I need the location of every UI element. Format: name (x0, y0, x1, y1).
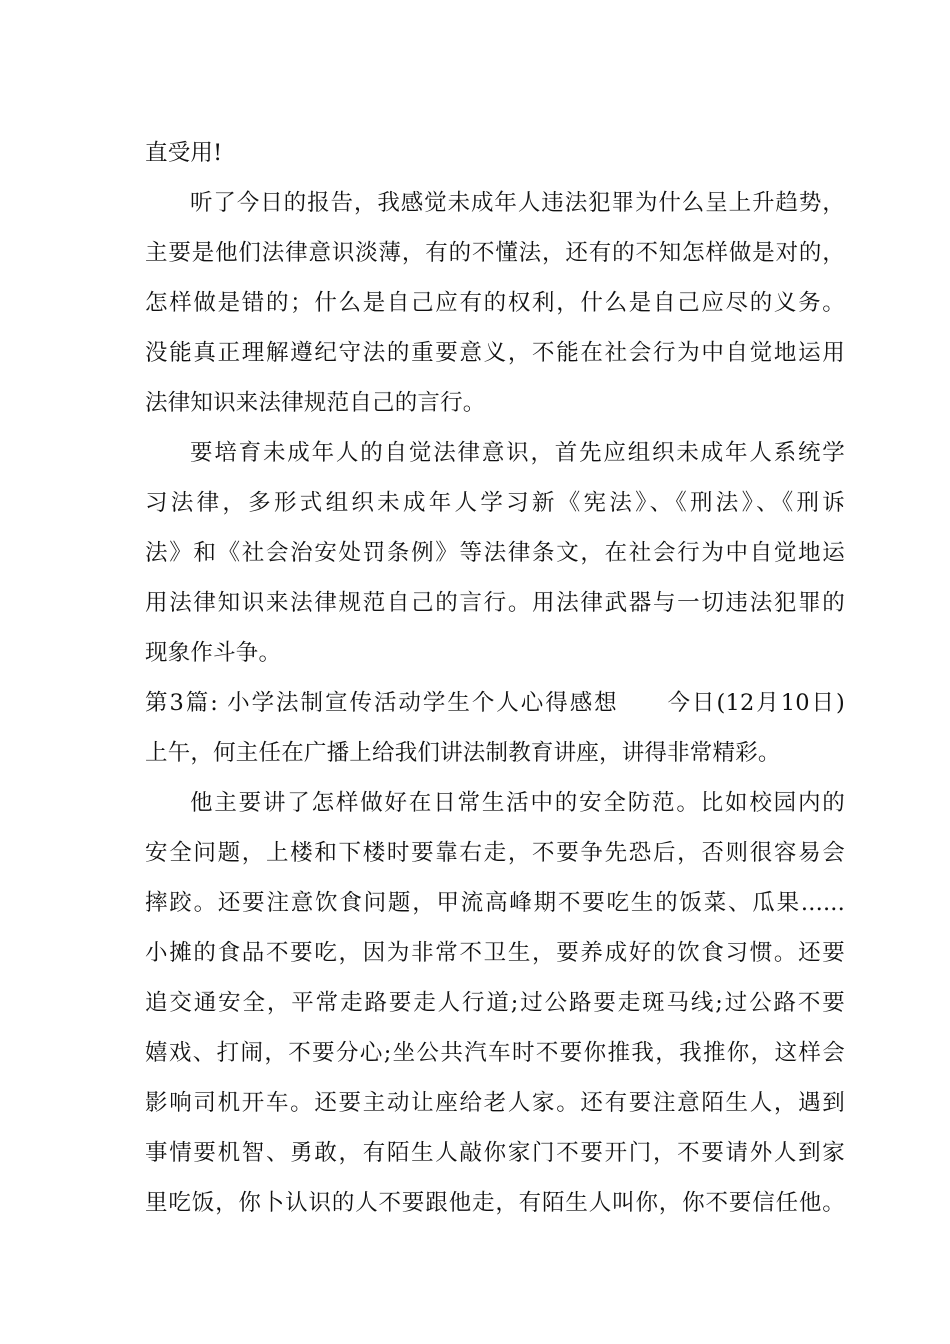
text-line: 追交通安全，平常走路要走人行道;过公路要走斑马线;过公路不要 (145, 990, 845, 1016)
text-line: 现象作斗争。 (145, 640, 282, 666)
paragraph-first-line: 他主要讲了怎样做好在日常生活中的安全防范。比如校园内的 (190, 790, 845, 816)
text-line: 安全问题，上楼和下楼时要靠右走，不要争先恐后，否则很容易会 (145, 840, 845, 866)
text-line: 直受用! (145, 140, 223, 166)
paragraph-first-line: 要培育未成年人的自觉法律意识，首先应组织未成年人系统学 (190, 440, 845, 466)
text-line: 法》和《社会治安处罚条例》等法律条文，在社会行为中自觉地运 (145, 540, 845, 566)
text-line: 怎样做是错的；什么是自己应有的权利，什么是自己应尽的义务。 (145, 290, 845, 316)
text-line: 主要是他们法律意识淡薄，有的不懂法，还有的不知怎样做是对的， (145, 240, 845, 266)
text-line: 上午，何主任在广播上给我们讲法制教育讲座，讲得非常精彩。 (145, 740, 781, 766)
text-line: 小摊的食品不要吃，因为非常不卫生，要养成好的饮食习惯。还要 (145, 940, 845, 966)
text-line: 摔跤。还要注意饮食问题，甲流高峰期不要吃生的饭菜、瓜果...... (145, 890, 845, 916)
section-heading-line: 第3篇: 小学法制宣传活动学生个人心得感想 今日(12月10日) (145, 690, 845, 716)
text-line: 影响司机开车。还要主动让座给老人家。还有要注意陌生人，遇到 (145, 1090, 845, 1116)
text-line: 没能真正理解遵纪守法的重要意义，不能在社会行为中自觉地运用 (145, 340, 845, 366)
text-line: 习法律，多形式组织未成年人学习新《宪法》、《刑法》、《刑诉 (145, 490, 845, 516)
paragraph-first-line: 听了今日的报告，我感觉未成年人违法犯罪为什么呈上升趋势， (190, 190, 845, 216)
text-line: 嬉戏、打闹，不要分心;坐公共汽车时不要你推我，我推你，这样会 (145, 1040, 845, 1066)
text-line: 法律知识来法律规范自己的言行。 (145, 390, 486, 416)
text-line: 用法律知识来法律规范自己的言行。用法律武器与一切违法犯罪的 (145, 590, 845, 616)
text-line: 里吃饭，你卜认识的人不要跟他走，有陌生人叫你，你不要信任他。 (145, 1190, 845, 1216)
text-line: 事情要机智、勇敢，有陌生人敲你家门不要开门，不要请外人到家 (145, 1140, 845, 1166)
